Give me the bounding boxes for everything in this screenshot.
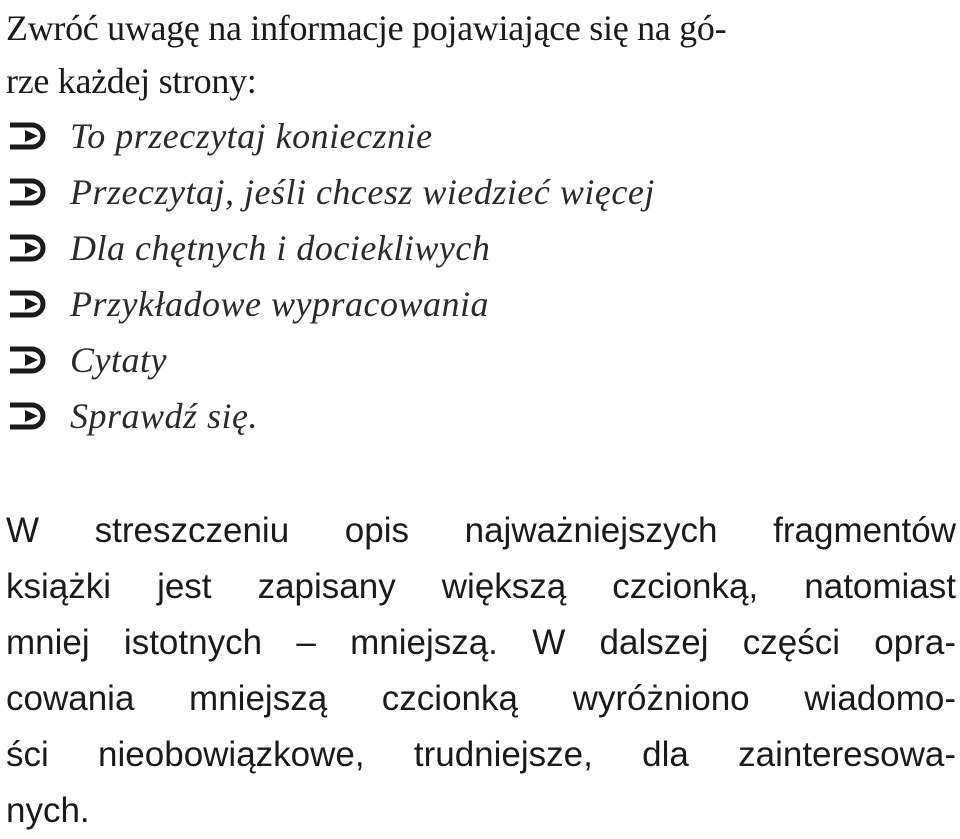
right-arrow-icon	[8, 230, 50, 266]
intro-line: rze każdej strony:	[6, 61, 257, 101]
summary-line: nych.	[6, 791, 90, 830]
legend-item-label: Sprawdź się.	[70, 396, 259, 436]
legend-item-label: Dla chętnych i dociekliwych	[70, 228, 491, 268]
right-arrow-icon	[8, 286, 50, 322]
summary-paragraph	[6, 503, 956, 839]
right-arrow-icon	[8, 118, 50, 154]
legend-item-self-check	[8, 388, 655, 444]
summary-line: mniej istotnych – mniejszą. W dalszej części opra-	[6, 623, 956, 662]
legend-item-label: To przeczytaj koniecznie	[70, 116, 433, 156]
legend-item-label: Przeczytaj, jeśli chcesz wiedzieć więcej	[70, 172, 655, 212]
right-arrow-icon	[8, 342, 50, 378]
legend-item-label: Cytaty	[70, 340, 167, 380]
summary-line: książki jest zapisany większą czcionką, natomiast	[6, 567, 956, 606]
legend-item-read-more	[8, 164, 655, 220]
intro-paragraph	[6, 2, 956, 108]
legend-item-label: Przykładowe wypracowania	[70, 284, 489, 324]
summary-line: W streszczeniu opis najważniejszych fragmentów	[6, 511, 956, 550]
legend-item-must-read	[8, 108, 655, 164]
legend-item-curious	[8, 220, 655, 276]
right-arrow-icon	[8, 174, 50, 210]
legend-item-essays	[8, 276, 655, 332]
legend-item-quotes	[8, 332, 655, 388]
right-arrow-icon	[8, 398, 50, 434]
legend-list	[8, 108, 655, 444]
intro-line: Zwróć uwagę na informacje pojawiające się na gó-	[6, 8, 727, 48]
summary-line: ści nieobowiązkowe, trudniejsze, dla zainteresowa-	[6, 735, 956, 774]
summary-line: cowania mniejszą czcionką wyróżniono wiadomo-	[6, 679, 956, 718]
